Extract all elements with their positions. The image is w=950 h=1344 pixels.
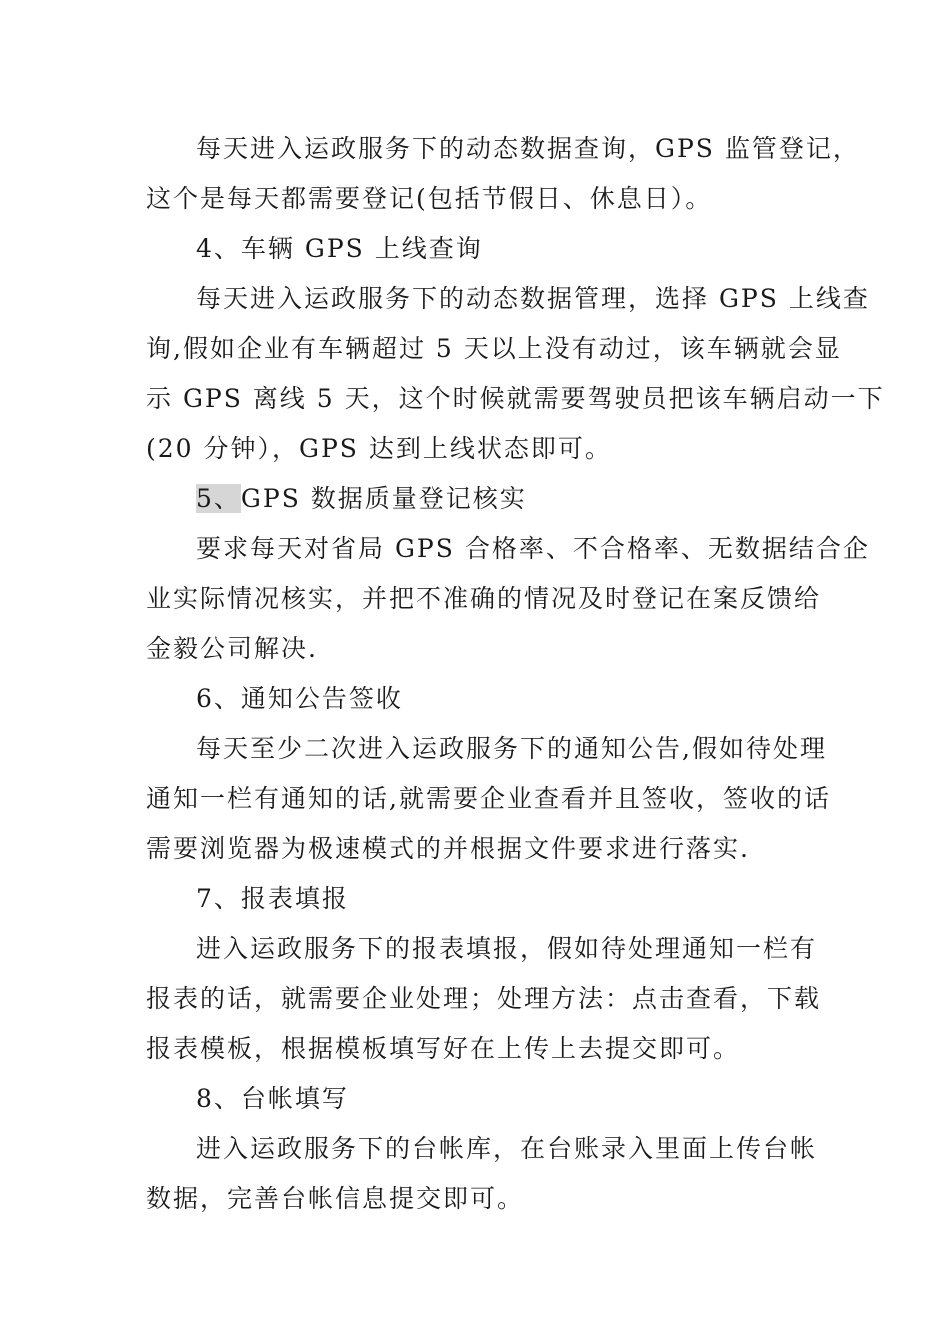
- section-heading-4: 4、车辆 GPS 上线查询: [196, 234, 483, 263]
- paragraph-line: 进入运政服务下的台帐库，在台账录入里面上传台帐: [196, 1134, 818, 1163]
- paragraph-line: 业实际情况核实，并把不准确的情况及时登记在案反馈给: [146, 584, 822, 613]
- paragraph-line: (20 分钟），GPS 达到上线状态即可。: [146, 434, 612, 463]
- paragraph-line: 询,假如企业有车辆超过 5 天以上没有动过，该车辆就会显: [146, 334, 842, 363]
- section-heading-6: 6、通知公告签收: [196, 684, 403, 713]
- paragraph-line: 报表的话，就需要企业处理；处理方法：点击查看，下载: [146, 984, 822, 1013]
- paragraph-line: 每天至少二次进入运政服务下的通知公告,假如待处理: [196, 734, 827, 763]
- section-heading-5: [196, 484, 527, 514]
- paragraph-line: 要求每天对省局 GPS 合格率、不合格率、无数据结合企: [196, 534, 870, 563]
- paragraph-line: 数据，完善台帐信息提交即可。: [146, 1184, 525, 1213]
- paragraph-line: 进入运政服务下的报表填报，假如待处理通知一栏有: [196, 934, 818, 963]
- paragraph-line: 报表模板，根据模板填写好在上传上去提交即可。: [146, 1034, 741, 1063]
- highlighted-section-number: 5、: [196, 484, 241, 513]
- paragraph-line: 通知一栏有通知的话,就需要企业查看并且签收，签收的话: [146, 784, 831, 813]
- section-heading-7: 7、报表填报: [196, 884, 349, 913]
- section-heading-8: 8、台帐填写: [196, 1084, 349, 1113]
- paragraph-line: 这个是每天都需要登记(包括节假日、休息日）。: [146, 184, 713, 213]
- paragraph-line: 每天进入运政服务下的动态数据查询，GPS 监管登记，: [196, 134, 860, 163]
- paragraph-line: 每天进入运政服务下的动态数据管理，选择 GPS 上线查: [196, 284, 870, 313]
- section-heading-text: GPS 数据质量登记核实: [240, 484, 527, 513]
- paragraph-line: 需要浏览器为极速模式的并根据文件要求进行落实.: [146, 834, 750, 863]
- paragraph-line: 金毅公司解决.: [146, 634, 318, 663]
- paragraph-line: 示 GPS 离线 5 天，这个时候就需要驾驶员把该车辆启动一下: [146, 384, 885, 413]
